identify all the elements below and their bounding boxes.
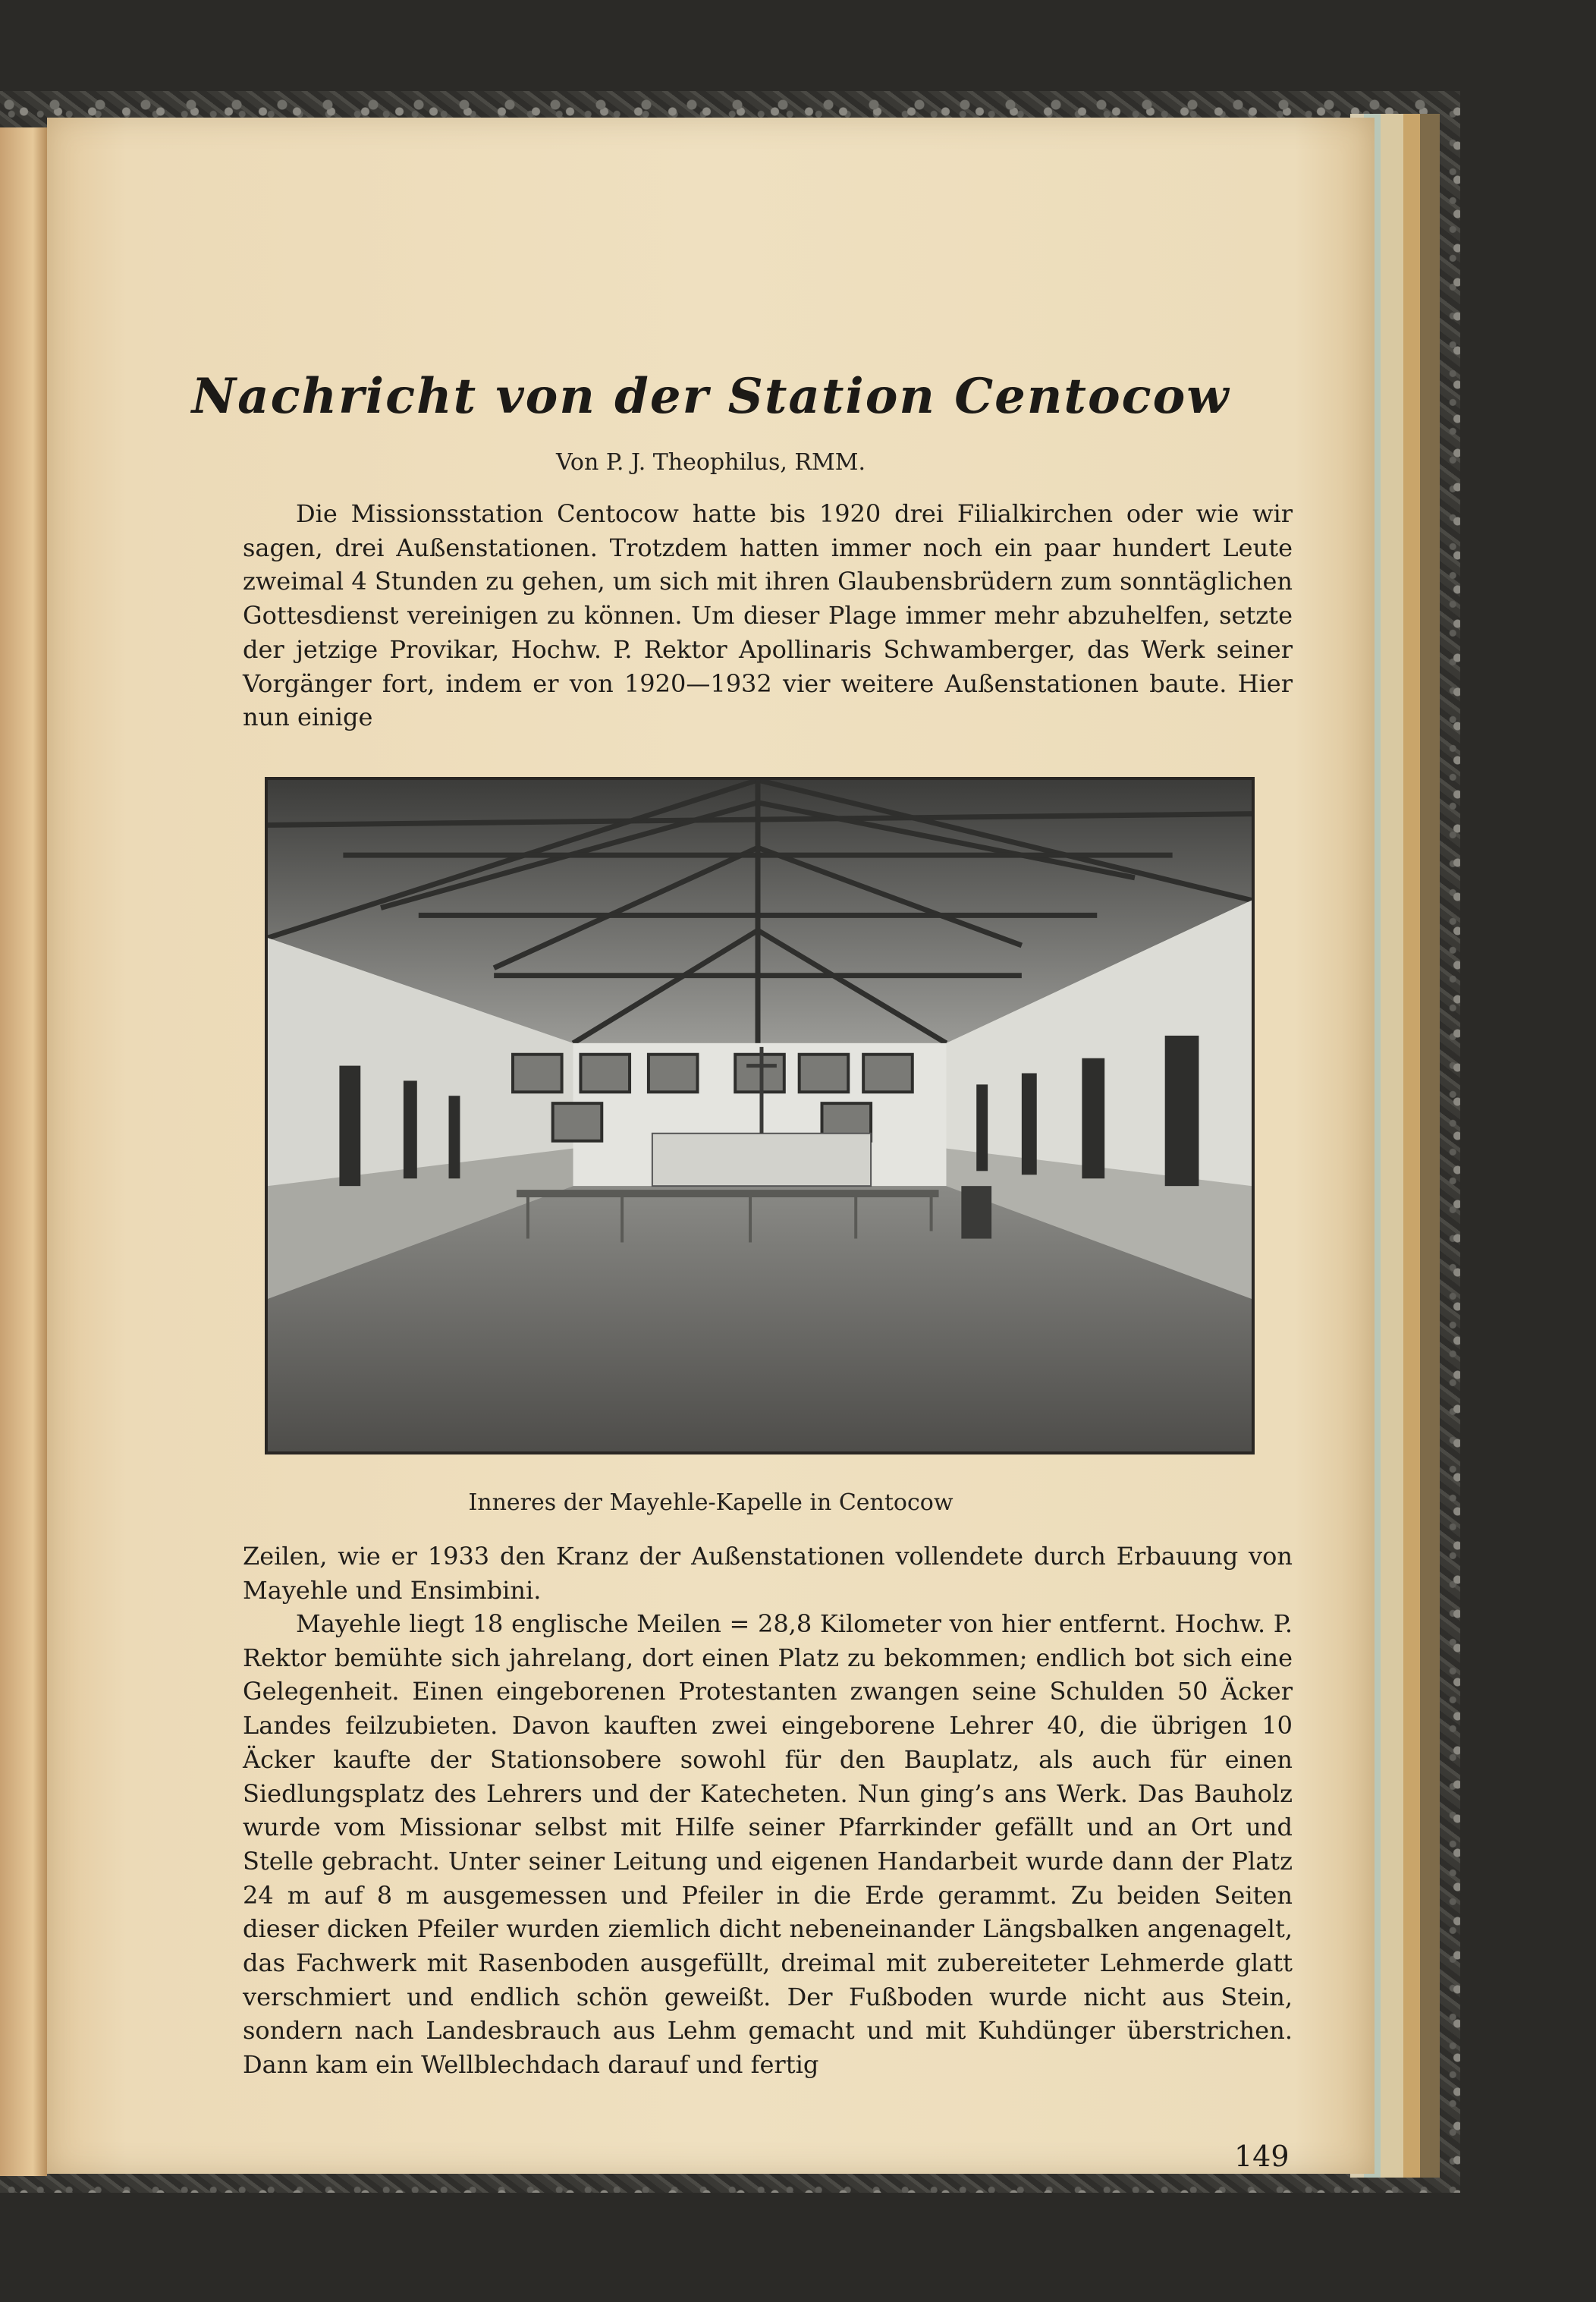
article-title: Nachricht von der Station Centocow [191, 368, 1230, 425]
chapel-interior-photo [265, 777, 1255, 1454]
continuation-paragraph: Zeilen, wie er 1933 den Kranz der Außenstationen vollendete durch Erbauung von Mayehle und Ensimbini. [243, 1542, 1293, 1605]
left-page-edge [0, 127, 47, 2176]
photo-caption: Inneres der Mayehle-Kapelle in Centocow [468, 1489, 954, 1516]
page-number: 149 [1234, 2140, 1290, 2173]
article-byline: Von P. J. Theophilus, RMM. [556, 449, 866, 476]
chapel-photo-drawing [268, 780, 1252, 1451]
intro-paragraph: Die Missionsstation Centocow hatte bis 1920 drei Filialkirchen oder wie wir sagen, drei Außenstationen. Trotzdem hatten immer noch ein paar hundert Leute zweimal 4 Stunden zu gehen, um sich mit ihren Glaubensbrüdern zum sonntäglichen Gottesdienst vereinigen zu können. Um dieser Plage immer mehr abzuhelfen, setzte der jetzige Provikar, Hochw. P. Rektor Apollinaris Schwamberger, das Werk seiner Vorgänger fort, indem er von 1920—1932 vier weitere Außenstationen baute. Hier nun einige [243, 499, 1293, 732]
book-page [47, 118, 1375, 2174]
main-paragraph: Mayehle liegt 18 englische Meilen = 28,8 Kilometer von hier entfernt. Hochw. P. Rektor bemühte sich jahrelang, dort einen Platz zu bekommen; endlich bot sich eine Gelegenheit. Einen eingeborenen Protestanten zwangen seine Schulden 50 Äcker Landes feilzubieten. Davon kauften zwei eingeborene Lehrer 40, die übrigen 10 Äcker kaufte der Stationsobere sowohl für den Bauplatz, als auch für einen Siedlungsplatz des Lehrers und der Katecheten. Nun ging’s ans Werk. Das Bauholz wurde vom Missionar selbst mit Hilfe seiner Pfarrkinder gefällt und an Ort und Stelle gebracht. Unter seiner Leitung und eigenen Handarbeit wurde dann der Platz 24 m auf 8 m ausgemessen und Pfeiler in die Erde gerammt. Zu beiden Seiten dieser dicken Pfeiler wurden ziemlich dicht nebeneinander Längsbalken angenagelt, das Fachwerk mit Rasenboden ausgefüllt, dreimal mit zubereiteter Lehmerde glatt verschmiert und endlich schön geweißt. Der Fußboden wurde nicht aus Stein, sondern nach Landesbrauch aus Lehm gemacht und mit Kuhdünger überstrichen. Dann kam ein Wellblechdach darauf und fertig [243, 1609, 1293, 2080]
